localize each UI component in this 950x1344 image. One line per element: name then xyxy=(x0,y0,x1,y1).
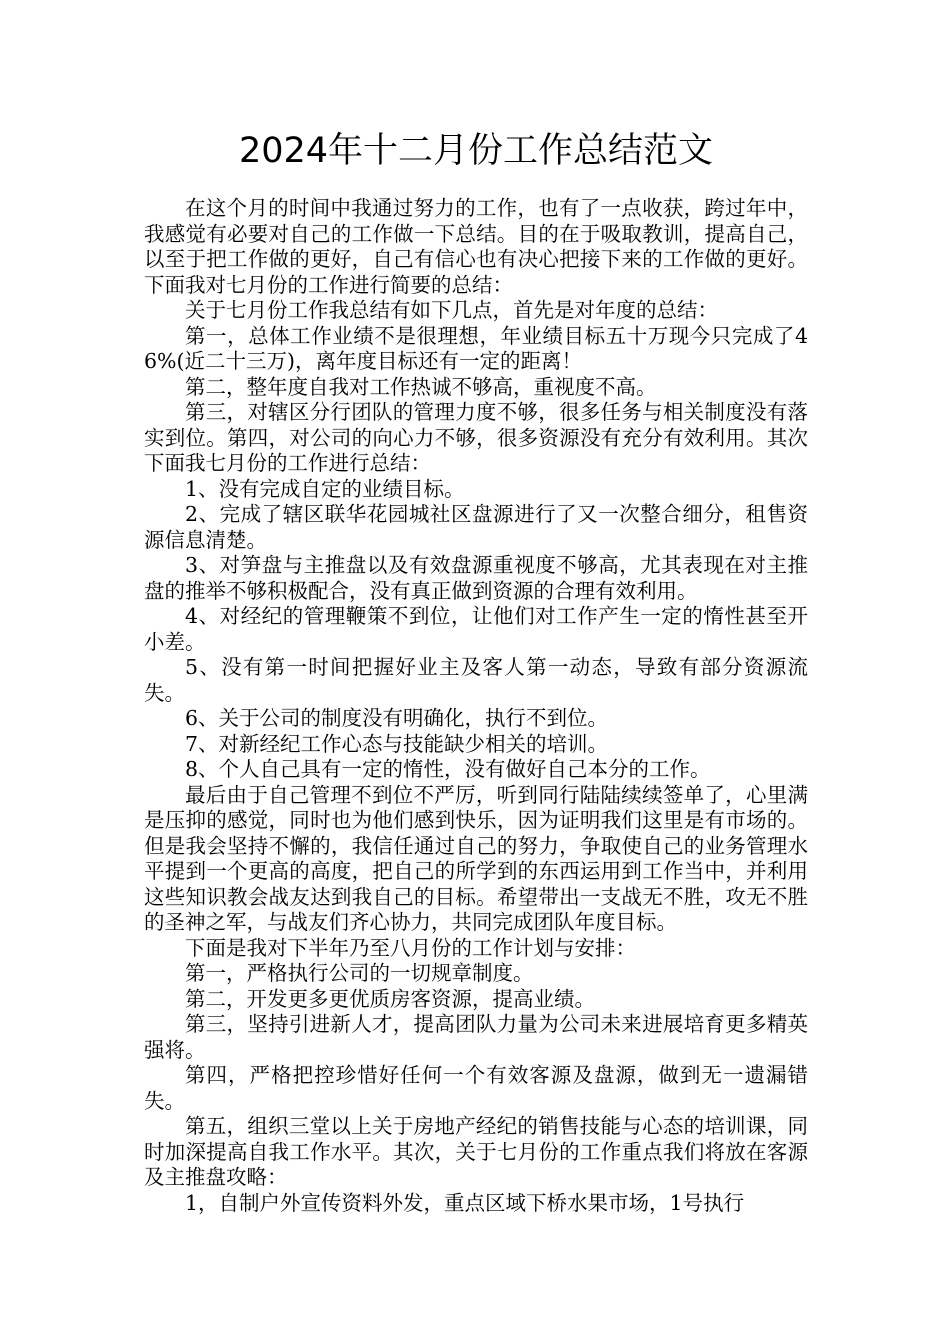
paragraph: 第二，整年度自我对工作热诚不够高，重视度不高。 xyxy=(185,374,657,399)
document-body xyxy=(144,196,808,1216)
plan-item: 第二，开发更多更优质房客资源，提高业绩。 xyxy=(185,986,595,1011)
list-item: 8、个人自己具有一定的惰性，没有做好自己本分的工作。 xyxy=(185,757,711,781)
plan-item: 第五，组织三堂以上关于房地产经纪的销售技能与心态的培训课，同时加深提高自我工作水平。其次，关于七月份的工作重点我们将放在客源及主推盘攻略： xyxy=(144,1114,808,1189)
list-item: 4、对经纪的管理鞭策不到位，让他们对工作产生一定的惰性甚至开小差。 xyxy=(144,604,808,654)
document-title: 2024年十二月份工作总结范文 xyxy=(238,131,714,171)
paragraph: 在这个月的时间中我通过努力的工作，也有了一点收获，跨过年中，我感觉有必要对自己的工作做一下总结。目的在于吸取教训，提高自己，以至于把工作做的更好，自己有信心也有决心把接下来的工作做的更好。下面我对七月份的工作进行简要的总结： xyxy=(144,196,808,297)
list-item: 1、没有完成自定的业绩目标。 xyxy=(185,476,465,501)
paragraph: 关于七月份工作我总结有如下几点，首先是对年度的总结： xyxy=(185,298,718,322)
list-item: 2、完成了辖区联华花园城社区盘源进行了又一次整合细分，租售资源信息清楚。 xyxy=(144,502,808,552)
list-item: 5、没有第一时间把握好业主及客人第一动态，导致有部分资源流失。 xyxy=(144,655,808,705)
list-item: 7、对新经纪工作心态与技能缺少相关的培训。 xyxy=(185,731,609,756)
list-item: 6、关于公司的制度没有明确化，执行不到位。 xyxy=(185,706,609,730)
paragraph: 下面是我对下半年乃至八月份的工作计划与安排： xyxy=(185,935,636,960)
paragraph: 第三，对辖区分行团队的管理力度不够，很多任务与相关制度没有落实到位。第四，对公司的向心力不够，很多资源没有充分有效利用。其次下面我七月份的工作进行总结： xyxy=(144,400,808,475)
plan-item: 第三，坚持引进新人才，提高团队力量为公司未来进展培育更多精英强将。 xyxy=(144,1012,808,1062)
plan-item: 第四，严格把控珍惜好任何一个有效客源及盘源，做到无一遗漏错失。 xyxy=(144,1063,808,1113)
paragraph: 第一，总体工作业绩不是很理想，年业绩目标五十万现今只完成了46%(近二十三万)，离年度目标还有一定的距离！ xyxy=(144,323,808,373)
plan-item: 第一，严格执行公司的一切规章制度。 xyxy=(185,961,534,985)
list-item: 3、对笋盘与主推盘以及有效盘源重视度不够高，尤其表现在对主推盘的推举不够积极配合，没有真正做到资源的合理有效利用。 xyxy=(144,553,808,603)
paragraph: 最后由于自己管理不到位不严厉，听到同行陆陆续续签单了，心里满是压抑的感觉，同时也为他们感到快乐，因为证明我们这里是有市场的。但是我会坚持不懈的，我信任通过自己的努力，争取使自己的业务管理水平提到一个更高的高度，把自己的所学到的东西运用到工作当中，并利用这些知识教会战友达到我自己的目标。希望带出一支战无不胜，攻无不胜的圣神之军，与战友们齐心协力，共同完成团队年度目标。 xyxy=(144,782,808,934)
list-item: 1，自制户外宣传资料外发，重点区域下桥水果市场，1号执行 xyxy=(185,1190,745,1215)
